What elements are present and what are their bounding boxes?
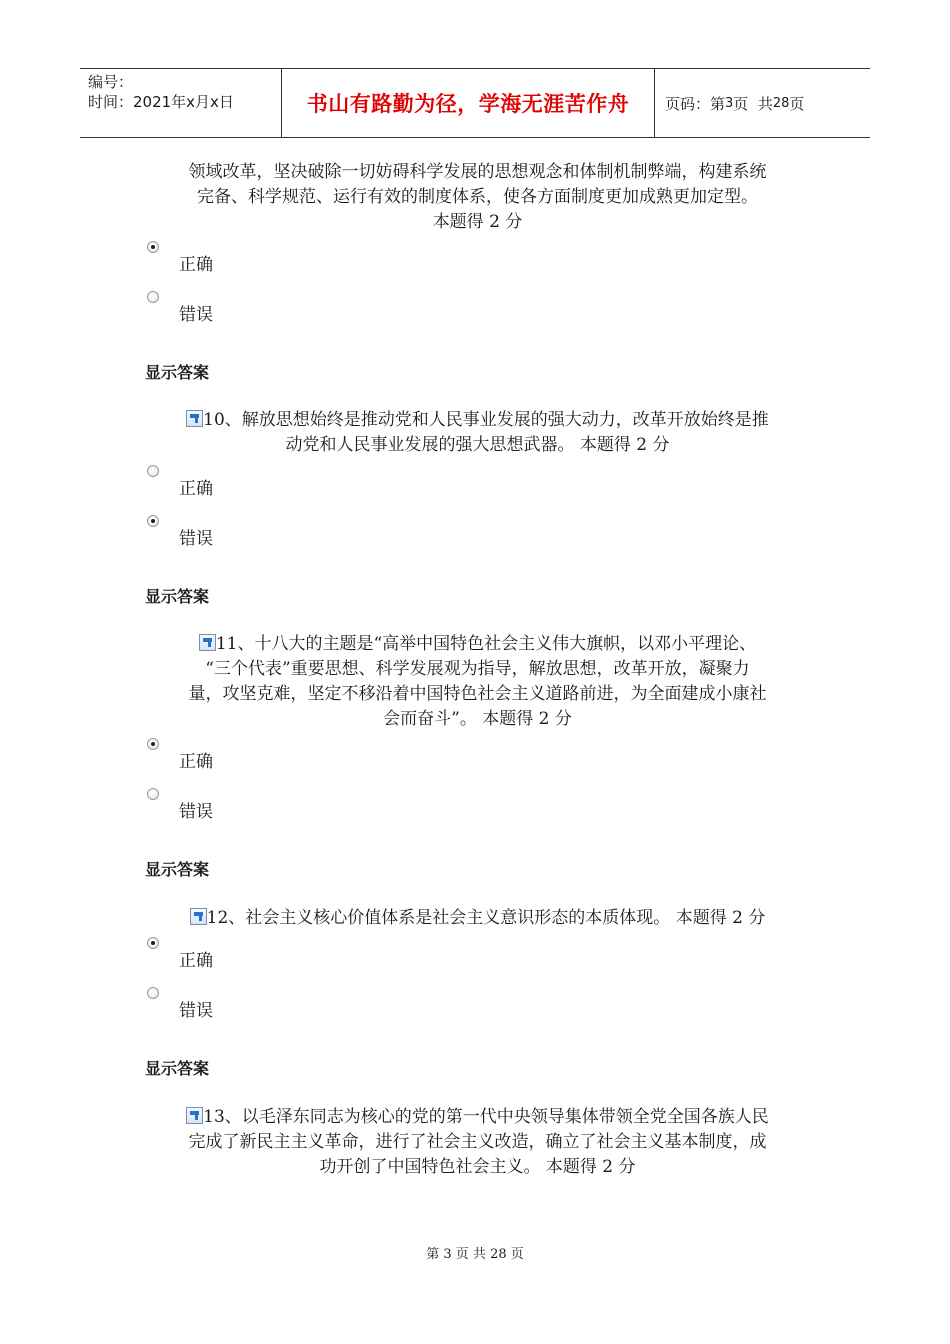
question-score: 本题得 2 分 bbox=[432, 212, 523, 232]
option-label: 正确 bbox=[179, 752, 213, 772]
option-label: 错误 bbox=[179, 1001, 213, 1021]
header-meta bbox=[80, 69, 282, 137]
flag-icon[interactable] bbox=[190, 908, 207, 925]
question-13-text bbox=[145, 1105, 810, 1180]
question-11-option-wrong[interactable] bbox=[147, 788, 347, 832]
option-label: 错误 bbox=[179, 305, 213, 325]
radio-button-checked[interactable] bbox=[147, 738, 159, 750]
question-text-line: 13、以毛泽东同志为核心的党的第一代中央领导集体带领全党全国各族人民 bbox=[203, 1107, 769, 1127]
radio-button-checked[interactable] bbox=[147, 937, 159, 949]
footer-suffix: 页 bbox=[510, 1247, 524, 1262]
question-10-text bbox=[145, 408, 810, 458]
question-10-option-correct[interactable] bbox=[147, 465, 347, 509]
option-label: 正确 bbox=[179, 255, 213, 275]
question-text-line: 11、十八大的主题是“高举中国特色社会主义伟大旗帜，以邓小平理论、 bbox=[215, 634, 757, 654]
radio-button[interactable] bbox=[147, 465, 159, 477]
page-footer bbox=[0, 1246, 950, 1264]
flag-icon[interactable] bbox=[186, 410, 203, 427]
radio-button[interactable] bbox=[147, 788, 159, 800]
question-10-option-wrong[interactable] bbox=[147, 515, 347, 559]
option-label: 正确 bbox=[179, 479, 213, 499]
show-answer-link[interactable]: 显示答案 bbox=[145, 587, 210, 606]
show-answer-link[interactable]: 显示答案 bbox=[145, 1059, 210, 1078]
page-info-total: 28 bbox=[772, 95, 790, 111]
footer-middle: 页 共 bbox=[455, 1247, 486, 1262]
question-text-line: 完成了新民主主义革命，进行了社会主义改造，确立了社会主义基本制度，成 bbox=[188, 1132, 767, 1152]
question-text-line: 完备、科学规范、运行有效的制度体系，使各方面制度更加成熟更加定型。 bbox=[197, 187, 758, 207]
question-9-option-wrong[interactable] bbox=[147, 291, 347, 335]
show-answer-link[interactable]: 显示答案 bbox=[145, 363, 210, 382]
option-label: 错误 bbox=[179, 529, 213, 549]
radio-button-checked[interactable] bbox=[147, 515, 159, 527]
question-11-text bbox=[145, 632, 810, 732]
question-text-line: 会而奋斗”。 本题得 2 分 bbox=[383, 709, 572, 729]
question-11-option-correct[interactable] bbox=[147, 738, 347, 782]
serial-label: 编号： bbox=[88, 73, 134, 91]
page-info-current: 3 bbox=[725, 95, 734, 111]
page-info-middle: 页 共 bbox=[733, 94, 773, 113]
footer-current-page: 3 bbox=[443, 1247, 452, 1262]
page-info-prefix: 页码：第 bbox=[665, 94, 726, 113]
flag-icon[interactable] bbox=[199, 634, 216, 651]
question-text-line: 领域改革，坚决破除一切妨碍科学发展的思想观念和体制机制弊端，构建系统 bbox=[188, 162, 767, 182]
option-label: 错误 bbox=[179, 802, 213, 822]
show-answer-link[interactable]: 显示答案 bbox=[145, 860, 210, 879]
question-9-text bbox=[145, 160, 810, 235]
radio-button-checked[interactable] bbox=[147, 241, 159, 253]
question-text-line: 10、解放思想始终是推动党和人民事业发展的强大动力，改革开放始终是推 bbox=[203, 410, 769, 430]
question-text-line: “三个代表”重要思想、科学发展观为指导，解放思想，改革开放，凝聚力 bbox=[205, 659, 750, 679]
document-header bbox=[80, 68, 870, 138]
question-text-line: 量，攻坚克难，坚定不移沿着中国特色社会主义道路前进，为全面建成小康社 bbox=[188, 684, 767, 704]
footer-total-pages: 28 bbox=[490, 1247, 507, 1262]
question-12-text bbox=[145, 906, 810, 931]
radio-button[interactable] bbox=[147, 291, 159, 303]
header-motto: 书山有路勤为径，学海无涯苦作舟 bbox=[282, 69, 655, 137]
header-page-info bbox=[655, 69, 870, 137]
flag-icon[interactable] bbox=[186, 1107, 203, 1124]
question-12-option-wrong[interactable] bbox=[147, 987, 347, 1031]
footer-prefix: 第 bbox=[426, 1247, 440, 1262]
question-text-line: 动党和人民事业发展的强大思想武器。 本题得 2 分 bbox=[285, 435, 670, 455]
option-label: 正确 bbox=[179, 951, 213, 971]
question-9-option-correct[interactable] bbox=[147, 241, 347, 285]
question-text-line: 12、社会主义核心价值体系是社会主义意识形态的本质体现。 本题得 2 分 bbox=[206, 908, 766, 928]
time-label: 时间：2021年x月x日 bbox=[88, 93, 234, 111]
question-12-option-correct[interactable] bbox=[147, 937, 347, 981]
question-text-line: 功开创了中国特色社会主义。 本题得 2 分 bbox=[319, 1157, 636, 1177]
radio-button[interactable] bbox=[147, 987, 159, 999]
page-info-suffix: 页 bbox=[789, 94, 805, 113]
